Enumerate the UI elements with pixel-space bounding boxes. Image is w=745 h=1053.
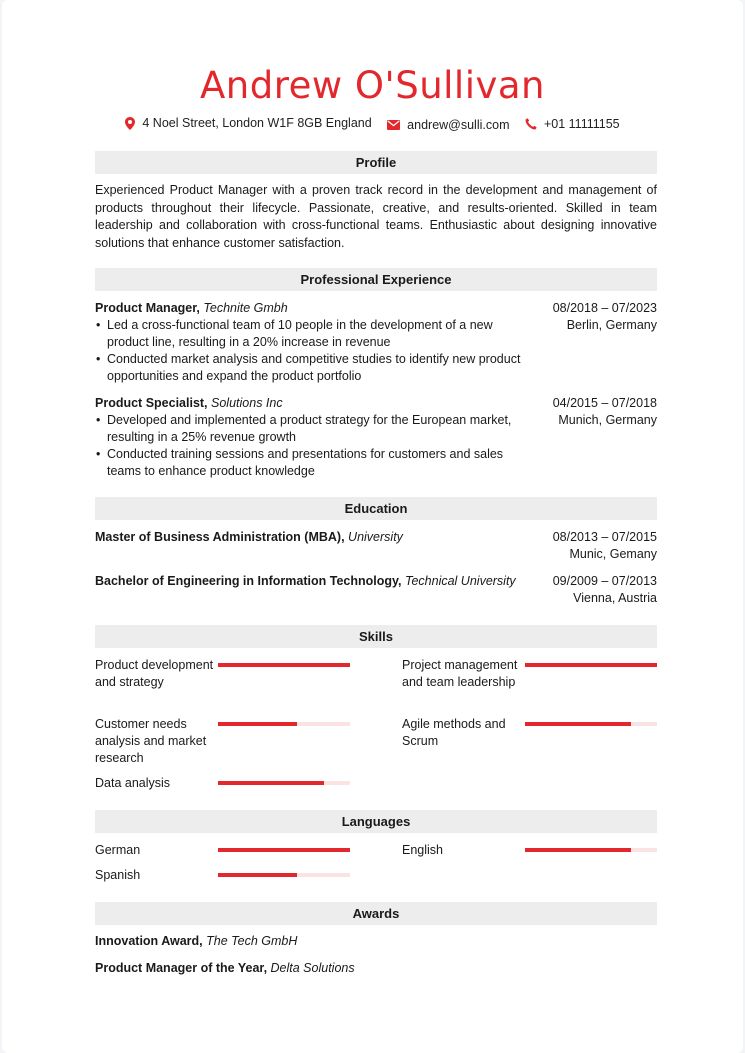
skill-level-bar xyxy=(218,781,350,785)
skill-level-bar xyxy=(525,722,657,726)
language-level-bar xyxy=(218,848,350,852)
education-meta xyxy=(553,573,657,607)
email-text[interactable]: andrew@sulli.com xyxy=(407,117,510,132)
job-employer: Solutions Inc xyxy=(211,396,283,410)
award-issuer: The Tech GmbH xyxy=(206,934,298,948)
job-employer: Technite Gmbh xyxy=(203,301,288,315)
job-meta xyxy=(553,300,657,334)
address-item xyxy=(125,116,371,130)
skill-name: Agile methods and Scrum xyxy=(402,717,506,748)
job-location: Berlin, Germany xyxy=(566,318,657,332)
award-issuer: Delta Solutions xyxy=(270,961,355,975)
degree-title: Bachelor of Engineering in Information Technology, xyxy=(95,574,402,588)
job-bullet: • Conducted training sessions and presentations for customers and sales teams to enhance product knowledge xyxy=(107,446,537,480)
language-name: German xyxy=(95,843,141,857)
skills-heading: Skills xyxy=(95,625,657,648)
language-level-fill xyxy=(218,873,297,877)
contact-line xyxy=(2,116,743,133)
awards-heading: Awards xyxy=(95,902,657,925)
award-title: Innovation Award, xyxy=(95,934,203,948)
skill-name: Project management and team leadership xyxy=(402,658,518,689)
job-bullets xyxy=(95,317,537,385)
experience-entry xyxy=(95,300,657,385)
education-location: Munic, Gemany xyxy=(569,547,657,561)
envelope-icon xyxy=(387,120,400,130)
language-name: English xyxy=(402,843,443,857)
job-title: Product Specialist, xyxy=(95,396,208,410)
job-meta xyxy=(553,395,657,429)
skill-level-fill xyxy=(525,663,657,667)
education-meta xyxy=(553,529,657,563)
job-bullets xyxy=(95,412,537,480)
skill-level-fill xyxy=(218,663,350,667)
location-pin-icon xyxy=(125,117,135,130)
skill-level-bar xyxy=(218,663,350,667)
experience-heading: Professional Experience xyxy=(95,268,657,291)
education-location: Vienna, Austria xyxy=(573,591,657,605)
job-bullet: • Developed and implemented a product strategy for the European market, resulting in a 25% revenue growth xyxy=(107,412,537,446)
phone-icon xyxy=(525,118,537,130)
skill-level-fill xyxy=(525,722,631,726)
address-text: 4 Noel Street, London W1F 8GB England xyxy=(142,116,372,130)
experience-entry xyxy=(95,395,657,480)
job-bullet: • Led a cross-functional team of 10 people in the development of a new product line, resulting in a 20% increase in revenue xyxy=(107,317,537,351)
skill-name: Product development and strategy xyxy=(95,658,214,689)
job-dates: 08/2018 – 07/2023 xyxy=(552,301,657,315)
profile-summary: Experienced Product Manager with a proven track record in the development and management of products throughout their lifecycle. Passionate, creative, and results-oriented. Skilled in team leadership and collaboration with cross-functional teams. Enthusiastic about designing innovative solutions that enhance customer satisfaction. xyxy=(95,183,657,250)
job-bullet: • Conducted market analysis and competitive studies to identify new product opportunities and expand the product portfolio xyxy=(107,351,537,385)
skill-name: Data analysis xyxy=(95,776,171,790)
award-entry xyxy=(95,934,297,948)
education-entry xyxy=(95,573,657,605)
candidate-name: Andrew O'Sullivan xyxy=(199,64,546,107)
job-location: Munich, Germany xyxy=(558,413,657,427)
language-level-bar xyxy=(525,848,657,852)
profile-heading: Profile xyxy=(95,151,657,174)
education-dates: 09/2009 – 07/2013 xyxy=(552,574,657,588)
degree-title: Master of Business Administration (MBA), xyxy=(95,530,345,544)
education-dates: 08/2013 – 07/2015 xyxy=(552,530,657,544)
job-title: Product Manager, xyxy=(95,301,200,315)
skill-level-fill xyxy=(218,781,324,785)
skill-level-bar xyxy=(218,722,350,726)
language-level-fill xyxy=(525,848,631,852)
award-entry xyxy=(95,961,355,975)
school-name: Technical University xyxy=(404,574,516,588)
job-dates: 04/2015 – 07/2018 xyxy=(552,396,657,410)
email-item[interactable] xyxy=(387,118,509,132)
education-entry xyxy=(95,529,657,561)
language-level-fill xyxy=(218,848,350,852)
language-name: Spanish xyxy=(95,868,141,882)
skill-level-fill xyxy=(218,722,297,726)
language-level-bar xyxy=(218,873,350,877)
skill-level-bar xyxy=(525,663,657,667)
languages-heading: Languages xyxy=(95,810,657,833)
phone-item[interactable] xyxy=(525,117,620,131)
phone-text[interactable]: +01 11111155 xyxy=(543,116,620,131)
award-title: Product Manager of the Year, xyxy=(95,961,268,975)
resume-page xyxy=(2,0,743,1053)
skill-name: Customer needs analysis and market research xyxy=(95,717,207,765)
education-heading: Education xyxy=(95,497,657,520)
school-name: University xyxy=(348,530,403,544)
